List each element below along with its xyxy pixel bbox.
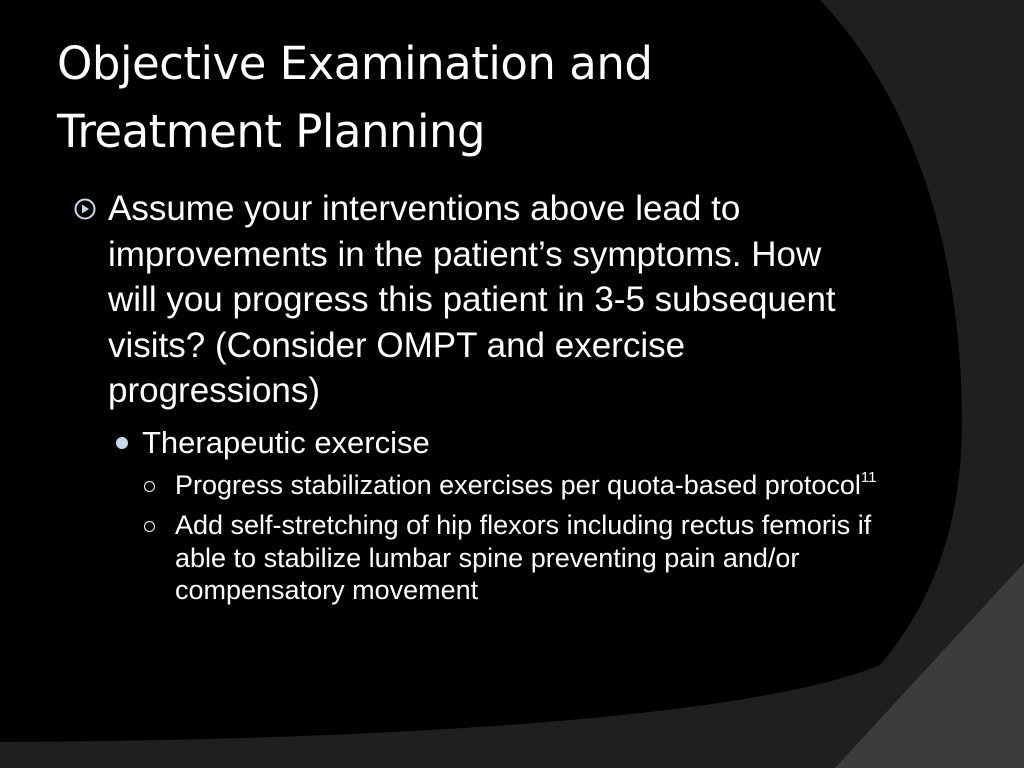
citation-superscript: 11 [860,468,877,486]
bullet-level3-text: Add self-stretching of hip flexors including rectus femoris if able to stabilize lumbar spine preventing pain and/or compensatory movement [175,510,872,605]
filled-circle-bullet-icon [116,437,128,449]
bullet-level1 [70,186,838,414]
bullet-level1-text: Assume your interventions above lead to improvements in the patient’s symptoms. How will you progress this patient in 3-5 subsequent visits? (Consider OMPT and exercise progressions) [108,189,836,410]
circled-arrow-bullet-icon [74,198,96,220]
bullet-level3-item [142,469,880,502]
hollow-circle-bullet-icon [144,481,155,492]
bullet-level2-text: Therapeutic exercise [142,424,430,460]
hollow-circle-bullet-icon [144,521,155,532]
bullet-level3-item [142,509,880,607]
slide-title: Objective Examination and Treatment Planning [57,37,653,158]
bullet-level2 [108,423,880,463]
slide-body [70,186,880,607]
bullet-level3-text: Progress stabilization exercises per quota-based protocol [175,469,861,500]
